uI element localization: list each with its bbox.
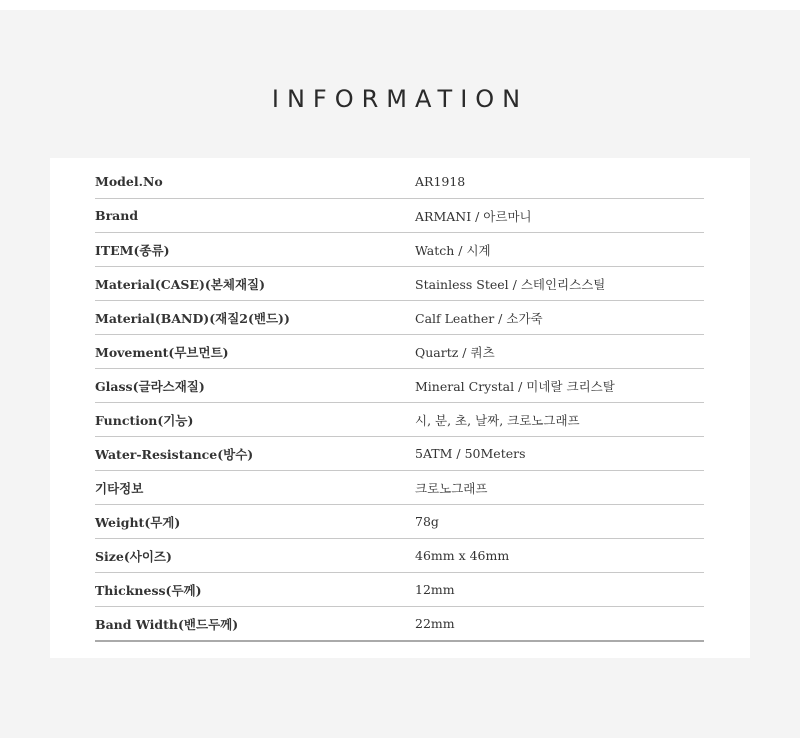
row-label-model-no: Model.No <box>95 174 163 189</box>
row-value-weight: 78g <box>415 514 439 529</box>
row-label-band-width: Band Width(밴드두께) <box>95 616 239 632</box>
row-label-material-band: Material(BAND)(재질2(밴드)) <box>95 310 290 326</box>
table-row <box>95 165 704 199</box>
row-label-water-resistance: Water-Resistance(방수) <box>95 446 254 462</box>
row-label-other-info: 기타정보 <box>95 480 144 496</box>
table-row <box>95 301 704 335</box>
row-label-movement: Movement(무브먼트) <box>95 344 229 360</box>
table-row <box>95 199 704 233</box>
row-value-brand: ARMANI / 아르마니 <box>415 208 532 224</box>
table-row <box>95 471 704 505</box>
row-label-glass: Glass(글라스재질) <box>95 378 205 394</box>
table-row <box>95 403 704 437</box>
row-label-material-case: Material(CASE)(본체재질) <box>95 276 266 292</box>
row-label-thickness: Thickness(두께) <box>95 582 202 598</box>
row-value-thickness: 12mm <box>415 582 455 597</box>
row-value-function: 시, 분, 초, 날짜, 크로노그래프 <box>415 412 580 428</box>
row-value-material-case: Stainless Steel / 스테인리스스틸 <box>415 276 606 292</box>
row-value-other-info: 크로노그래프 <box>415 480 488 496</box>
table-row <box>95 573 704 607</box>
table-row <box>95 539 704 573</box>
page-background <box>0 10 800 738</box>
table-row <box>95 437 704 471</box>
row-value-band-width: 22mm <box>415 616 455 631</box>
info-card <box>50 158 750 658</box>
row-value-material-band: Calf Leather / 소가죽 <box>415 310 543 326</box>
table-row <box>95 335 704 369</box>
row-label-item: ITEM(종류) <box>95 242 170 258</box>
row-label-brand: Brand <box>95 208 139 223</box>
table-row <box>95 267 704 301</box>
row-label-size: Size(사이즈) <box>95 548 172 564</box>
row-value-size: 46mm x 46mm <box>415 548 510 563</box>
row-value-glass: Mineral Crystal / 미네랄 크리스탈 <box>415 378 615 394</box>
row-label-weight: Weight(무게) <box>95 514 181 530</box>
spec-table <box>95 165 704 642</box>
row-value-model-no: AR1918 <box>415 174 466 189</box>
section-title: INFORMATION <box>271 85 529 113</box>
table-row <box>95 369 704 403</box>
table-row <box>95 233 704 267</box>
row-label-function: Function(기능) <box>95 412 194 428</box>
table-row <box>95 505 704 539</box>
table-row <box>95 607 704 640</box>
row-value-water-resistance: 5ATM / 50Meters <box>415 446 526 461</box>
row-value-movement: Quartz / 쿼츠 <box>415 344 495 360</box>
row-value-item: Watch / 시계 <box>415 242 491 258</box>
